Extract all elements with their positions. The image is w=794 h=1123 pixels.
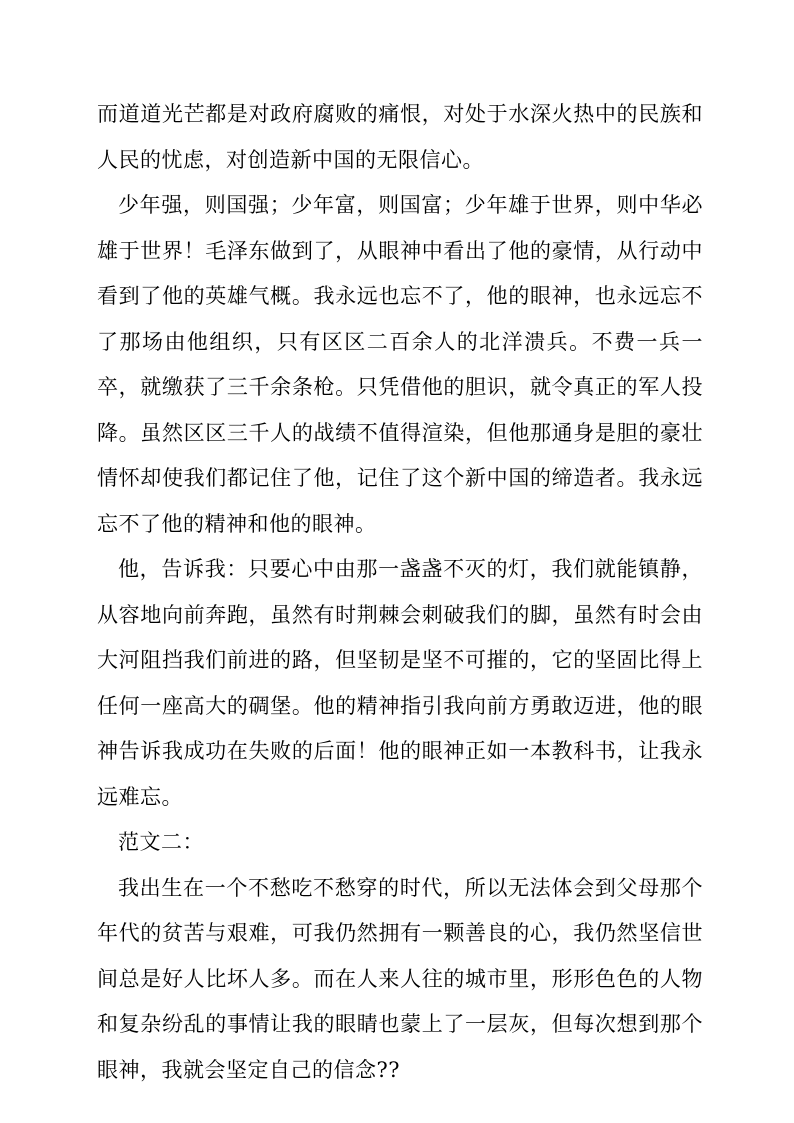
paragraph-he-told-me: 他，告诉我：只要心中由那一盏盏不灭的灯，我们就能镇静，从容地向前奔跑，虽然有时荆棘会刺破我们的脚，虽然有时会由大河阻挡我们前进的路，但坚韧是坚不可摧的，它的坚固比得上任何一座高大的碉堡。他的精神指引我向前方勇敢迈进，他的眼神告诉我成功在失败的后面！他的眼神正如一本教科书，让我永远难忘。 [97, 557, 703, 809]
paragraph-sample-two-body: 我出生在一个不愁吃不愁穿的时代，所以无法体会到父母那个年代的贫苦与艰难，可我仍然拥有一颗善良的心，我仍然坚信世间总是好人比坏人多。而在人来人往的城市里，形形色色的人物和复杂纷乱的事情让我的眼睛也蒙上了一层灰，但每次想到那个眼神，我就会坚定自己的信念?? [97, 875, 703, 1082]
paragraph-young-strong: 少年强，则国强；少年富，则国富；少年雄于世界，则中华必雄于世界！毛泽东做到了，从眼神中看出了他的豪情，从行动中看到了他的英雄气概。我永远也忘不了，他的眼神，也永远忘不了那场由他组织，只有区区二百余人的北洋溃兵。不费一兵一卒，就缴获了三千余条枪。只凭借他的胆识，就令真正的军人投降。虽然区区三千人的战绩不值得渲染，但他那通身是胆的豪壮情怀却使我们都记住了他，记住了这个新中国的缔造者。我永远忘不了他的精神和他的眼神。 [97, 193, 703, 536]
paragraph-continuation: 而道道光芒都是对政府腐败的痛恨，对处于水深火热中的民族和人民的忧虑，对创造新中国的无限信心。 [97, 102, 703, 172]
document-body [97, 92, 703, 1093]
section-heading-sample-two: 范文二： [118, 830, 204, 854]
